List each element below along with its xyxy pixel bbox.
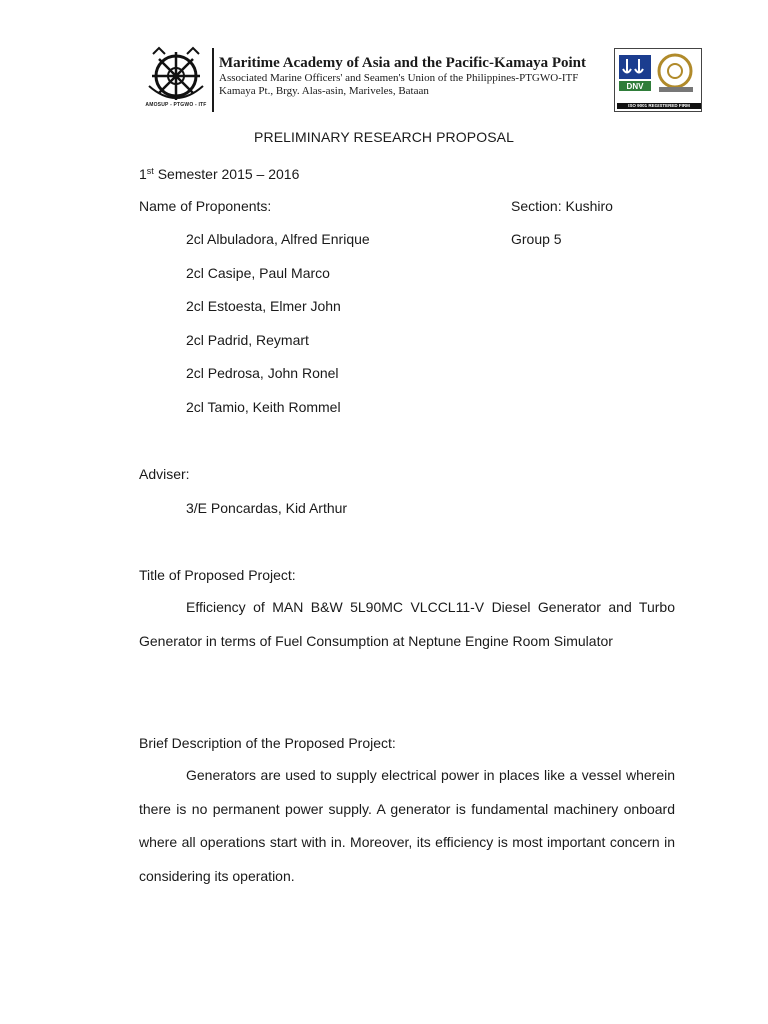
adviser-name: 3/E Poncardas, Kid Arthur bbox=[186, 500, 348, 516]
description-label: Brief Description of the Proposed Project: bbox=[139, 735, 396, 751]
semester-line bbox=[139, 162, 299, 183]
semester-ordinal: st bbox=[146, 166, 154, 176]
proponents-label: Name of Proponents: bbox=[139, 198, 272, 214]
header-divider bbox=[212, 48, 214, 112]
proponent-item: 2cl Tamio, Keith Rommel bbox=[186, 399, 341, 415]
description-text: Generators are used to supply electrical power in places like a vessel wherein there is no permanent power supply. A generator is fundamental machinery onboard where all operations start with in. Moreover, its efficiency is most important concern in considering its operation. bbox=[139, 767, 675, 884]
certification-badge bbox=[614, 48, 702, 112]
project-title-label: Title of Proposed Project: bbox=[139, 567, 296, 583]
semester-text: Semester 2015 – 2016 bbox=[153, 166, 300, 182]
proponent-item: 2cl Albuladora, Alfred Enrique bbox=[186, 231, 370, 247]
institution-address: Kamaya Pt., Brgy. Alas-asin, Mariveles, Bataan bbox=[219, 85, 429, 97]
institution-block bbox=[219, 54, 586, 98]
proponent-item: 2cl Padrid, Reymart bbox=[186, 332, 309, 348]
group-label: Group 5 bbox=[511, 231, 562, 247]
letterhead bbox=[141, 44, 705, 116]
proponent-item: 2cl Estoesta, Elmer John bbox=[186, 298, 341, 314]
semester-number: 1 bbox=[139, 166, 147, 182]
document-title: PRELIMINARY RESEARCH PROPOSAL bbox=[254, 129, 514, 145]
proponent-item: 2cl Casipe, Paul Marco bbox=[186, 265, 330, 281]
logo-caption: AMOSUP - PTGWO - ITF bbox=[145, 102, 207, 108]
adviser-label: Adviser: bbox=[139, 466, 190, 482]
dnv-mark: DNV bbox=[626, 82, 644, 91]
project-title-text: Efficiency of MAN B&W 5L90MC VLCCL11-V Diesel Generator and Turbo Generator in terms of Fuel Consumption at Neptune Engine Room Simulator bbox=[139, 599, 675, 649]
proponent-item: 2cl Pedrosa, John Ronel bbox=[186, 365, 339, 381]
section-label: Section: Kushiro bbox=[511, 198, 613, 214]
iso-registered-label: ISO 9001 REGISTERED FIRM bbox=[617, 103, 701, 109]
institution-name: Maritime Academy of Asia and the Pacific-Kamaya Point bbox=[219, 55, 587, 71]
union-name: Associated Marine Officers' and Seamen's Union of the Philippines-PTGWO-ITF bbox=[219, 72, 579, 84]
dnv-certification-logo bbox=[615, 49, 701, 103]
